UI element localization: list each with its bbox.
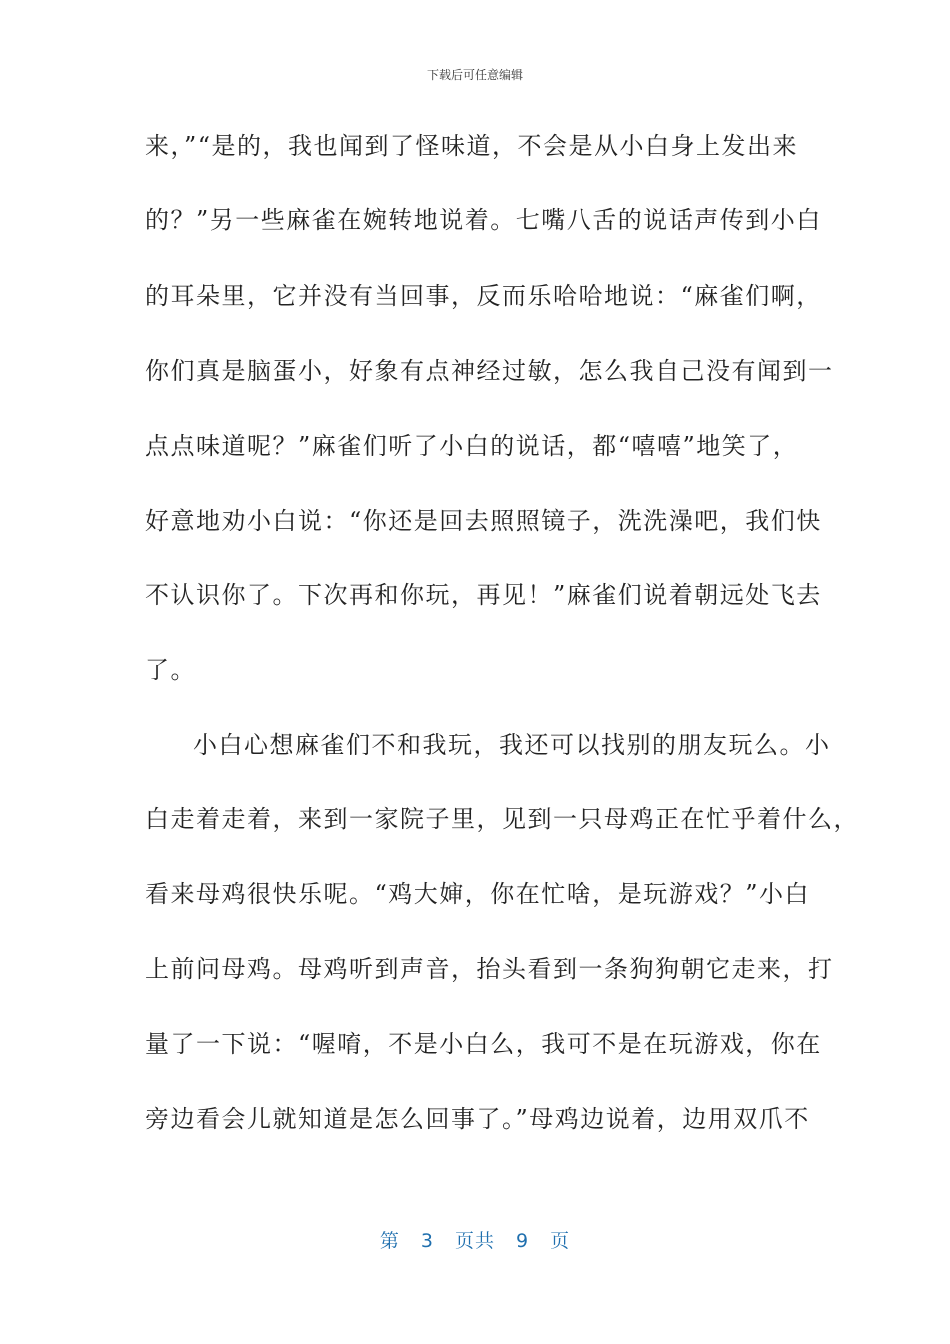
paragraph-first-line: 小白心想麻雀们不和我玩，我还可以找别的朋友玩么。小: [193, 731, 831, 759]
text-line: 不认识你了。下次再和你玩，再见！”麻雀们说着朝远处飞去: [145, 581, 822, 609]
text-line: 的？”另一些麻雀在婉转地说着。七嘴八舌的说话声传到小白: [145, 206, 822, 234]
text-line: 看来母鸡很快乐呢。“鸡大婶，你在忙啥，是玩游戏？”小白: [145, 880, 811, 908]
text-line: 白走着走着，来到一家院子里，见到一只母鸡正在忙乎着什么，: [145, 805, 859, 833]
text-line: 量了一下说：“喔唷，不是小白么，我可不是在玩游戏，你在: [145, 1030, 822, 1058]
text-line: 上前问母鸡。母鸡听到声音，抬头看到一条狗狗朝它走来，打: [145, 955, 834, 983]
text-line: 好意地劝小白说：“你还是回去照照镜子，洗洗澡吧，我们快: [145, 507, 822, 535]
text-line: 的耳朵里，它并没有当回事，反而乐哈哈地说：“麻雀们啊，: [145, 282, 822, 310]
page-header-note: 下载后可任意编辑: [426, 68, 523, 82]
text-line: 旁边看会儿就知道是怎么回事了。”母鸡边说着，边用双爪不: [145, 1105, 810, 1133]
text-line: 来，”“是的，我也闻到了怪味道，不会是从小白身上发出来: [145, 132, 799, 160]
text-line: 了。: [145, 656, 196, 684]
text-line: 你们真是脑蛋小，好象有点神经过敏，怎么我自己没有闻到一: [145, 357, 834, 385]
page-number: 第 3 页共 9 页: [379, 1230, 571, 1252]
text-line: 点点味道呢？”麻雀们听了小白的说话，都“嘻嘻”地笑了，: [145, 432, 799, 460]
